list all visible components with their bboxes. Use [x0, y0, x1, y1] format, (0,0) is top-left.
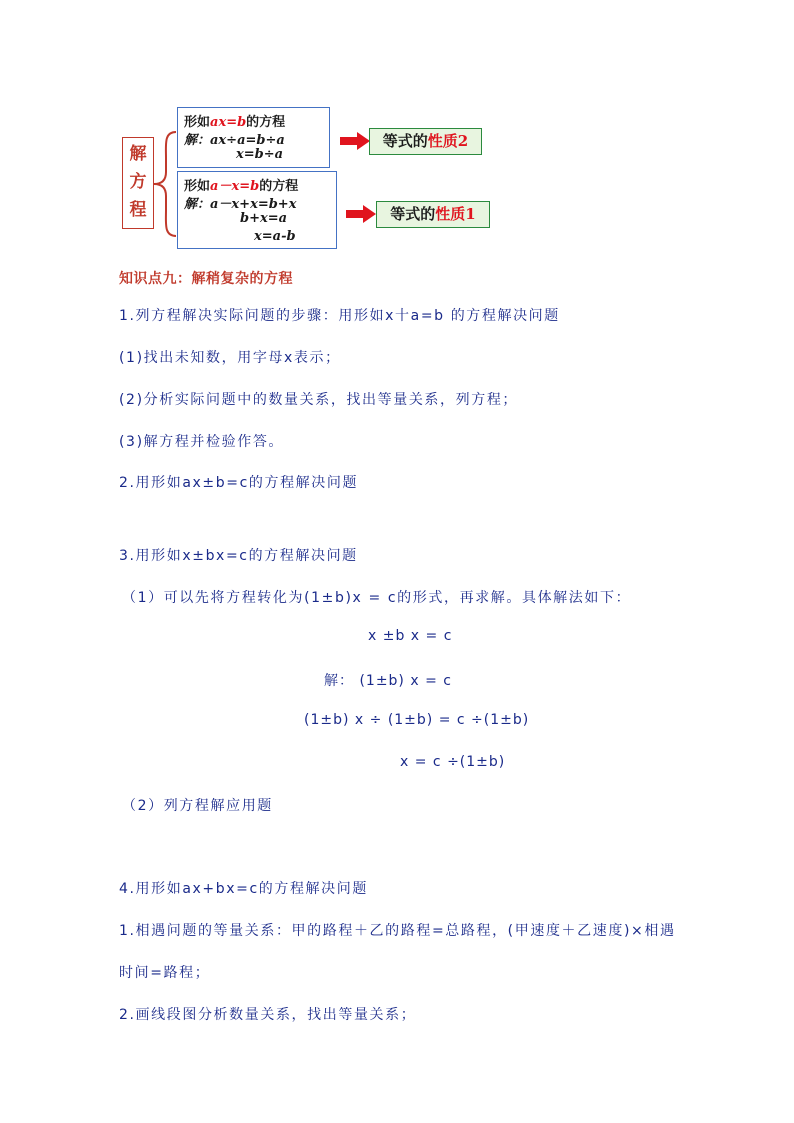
box2-line1: 解：a－x+x=b+x — [184, 197, 297, 212]
arrow-right-icon — [340, 132, 370, 150]
math-line-2: 解： (1±b) x = c — [324, 673, 452, 689]
text-line-heading-3: 3.用形如x±bx=c的方程解决问题 — [119, 548, 358, 564]
box1-line2: x=b÷a — [236, 147, 284, 162]
box2-line2: b+x=a — [240, 211, 288, 226]
math-line-1: x ±b x = c — [368, 628, 453, 644]
property-2-box: 等式的性质2 — [369, 128, 482, 155]
box2-line3: x=a-b — [254, 229, 296, 244]
arrow-right-icon — [346, 205, 376, 223]
box1-title: 形如ax=b的方程 — [184, 115, 286, 130]
property-1-box: 等式的性质1 — [376, 201, 490, 228]
math-line-4: x = c ÷(1±b) — [400, 754, 506, 770]
box1-line1: 解：ax÷a=b÷a — [184, 133, 285, 148]
curly-brace-icon — [150, 128, 180, 240]
text-line-steps: 1.列方程解决实际问题的步骤：用形如x十a=b 的方程解决问题 — [119, 308, 560, 324]
text-line-method-1: （1）可以先将方程转化为(1±b)x = c的形式，再求解。具体解法如下： — [122, 590, 632, 606]
label-char-1: 解 — [129, 144, 147, 164]
text-line-diagram: 2.画线段图分析数量关系，找出等量关系； — [119, 1007, 417, 1023]
text-line-heading-2: 2.用形如ax±b=c的方程解决问题 — [119, 475, 359, 491]
math-line-3: (1±b) x ÷ (1±b) = c ÷(1±b) — [304, 712, 530, 728]
label-char-3: 程 — [129, 200, 147, 220]
box2-title: 形如a－x=b的方程 — [184, 179, 299, 194]
text-line-step-3: (3)解方程并检验作答。 — [119, 434, 285, 450]
text-line-meeting-cont: 时间=路程； — [119, 965, 211, 981]
equation-box-ax-b — [177, 107, 330, 168]
text-line-method-2: （2）列方程解应用题 — [122, 798, 273, 814]
equation-box-a-x-b — [177, 171, 337, 249]
text-line-step-2: (2)分析实际问题中的数量关系，找出等量关系，列方程； — [119, 392, 519, 408]
text-line-step-1: (1)找出未知数，用字母x表示； — [119, 350, 341, 366]
text-line-meeting: 1.相遇问题的等量关系：甲的路程＋乙的路程=总路程，(甲速度＋乙速度)×相遇 — [119, 923, 676, 939]
label-char-2: 方 — [129, 172, 147, 192]
section-title: 知识点九：解稍复杂的方程 — [119, 271, 293, 287]
text-line-heading-4: 4.用形如ax+bx=c的方程解决问题 — [119, 881, 368, 897]
